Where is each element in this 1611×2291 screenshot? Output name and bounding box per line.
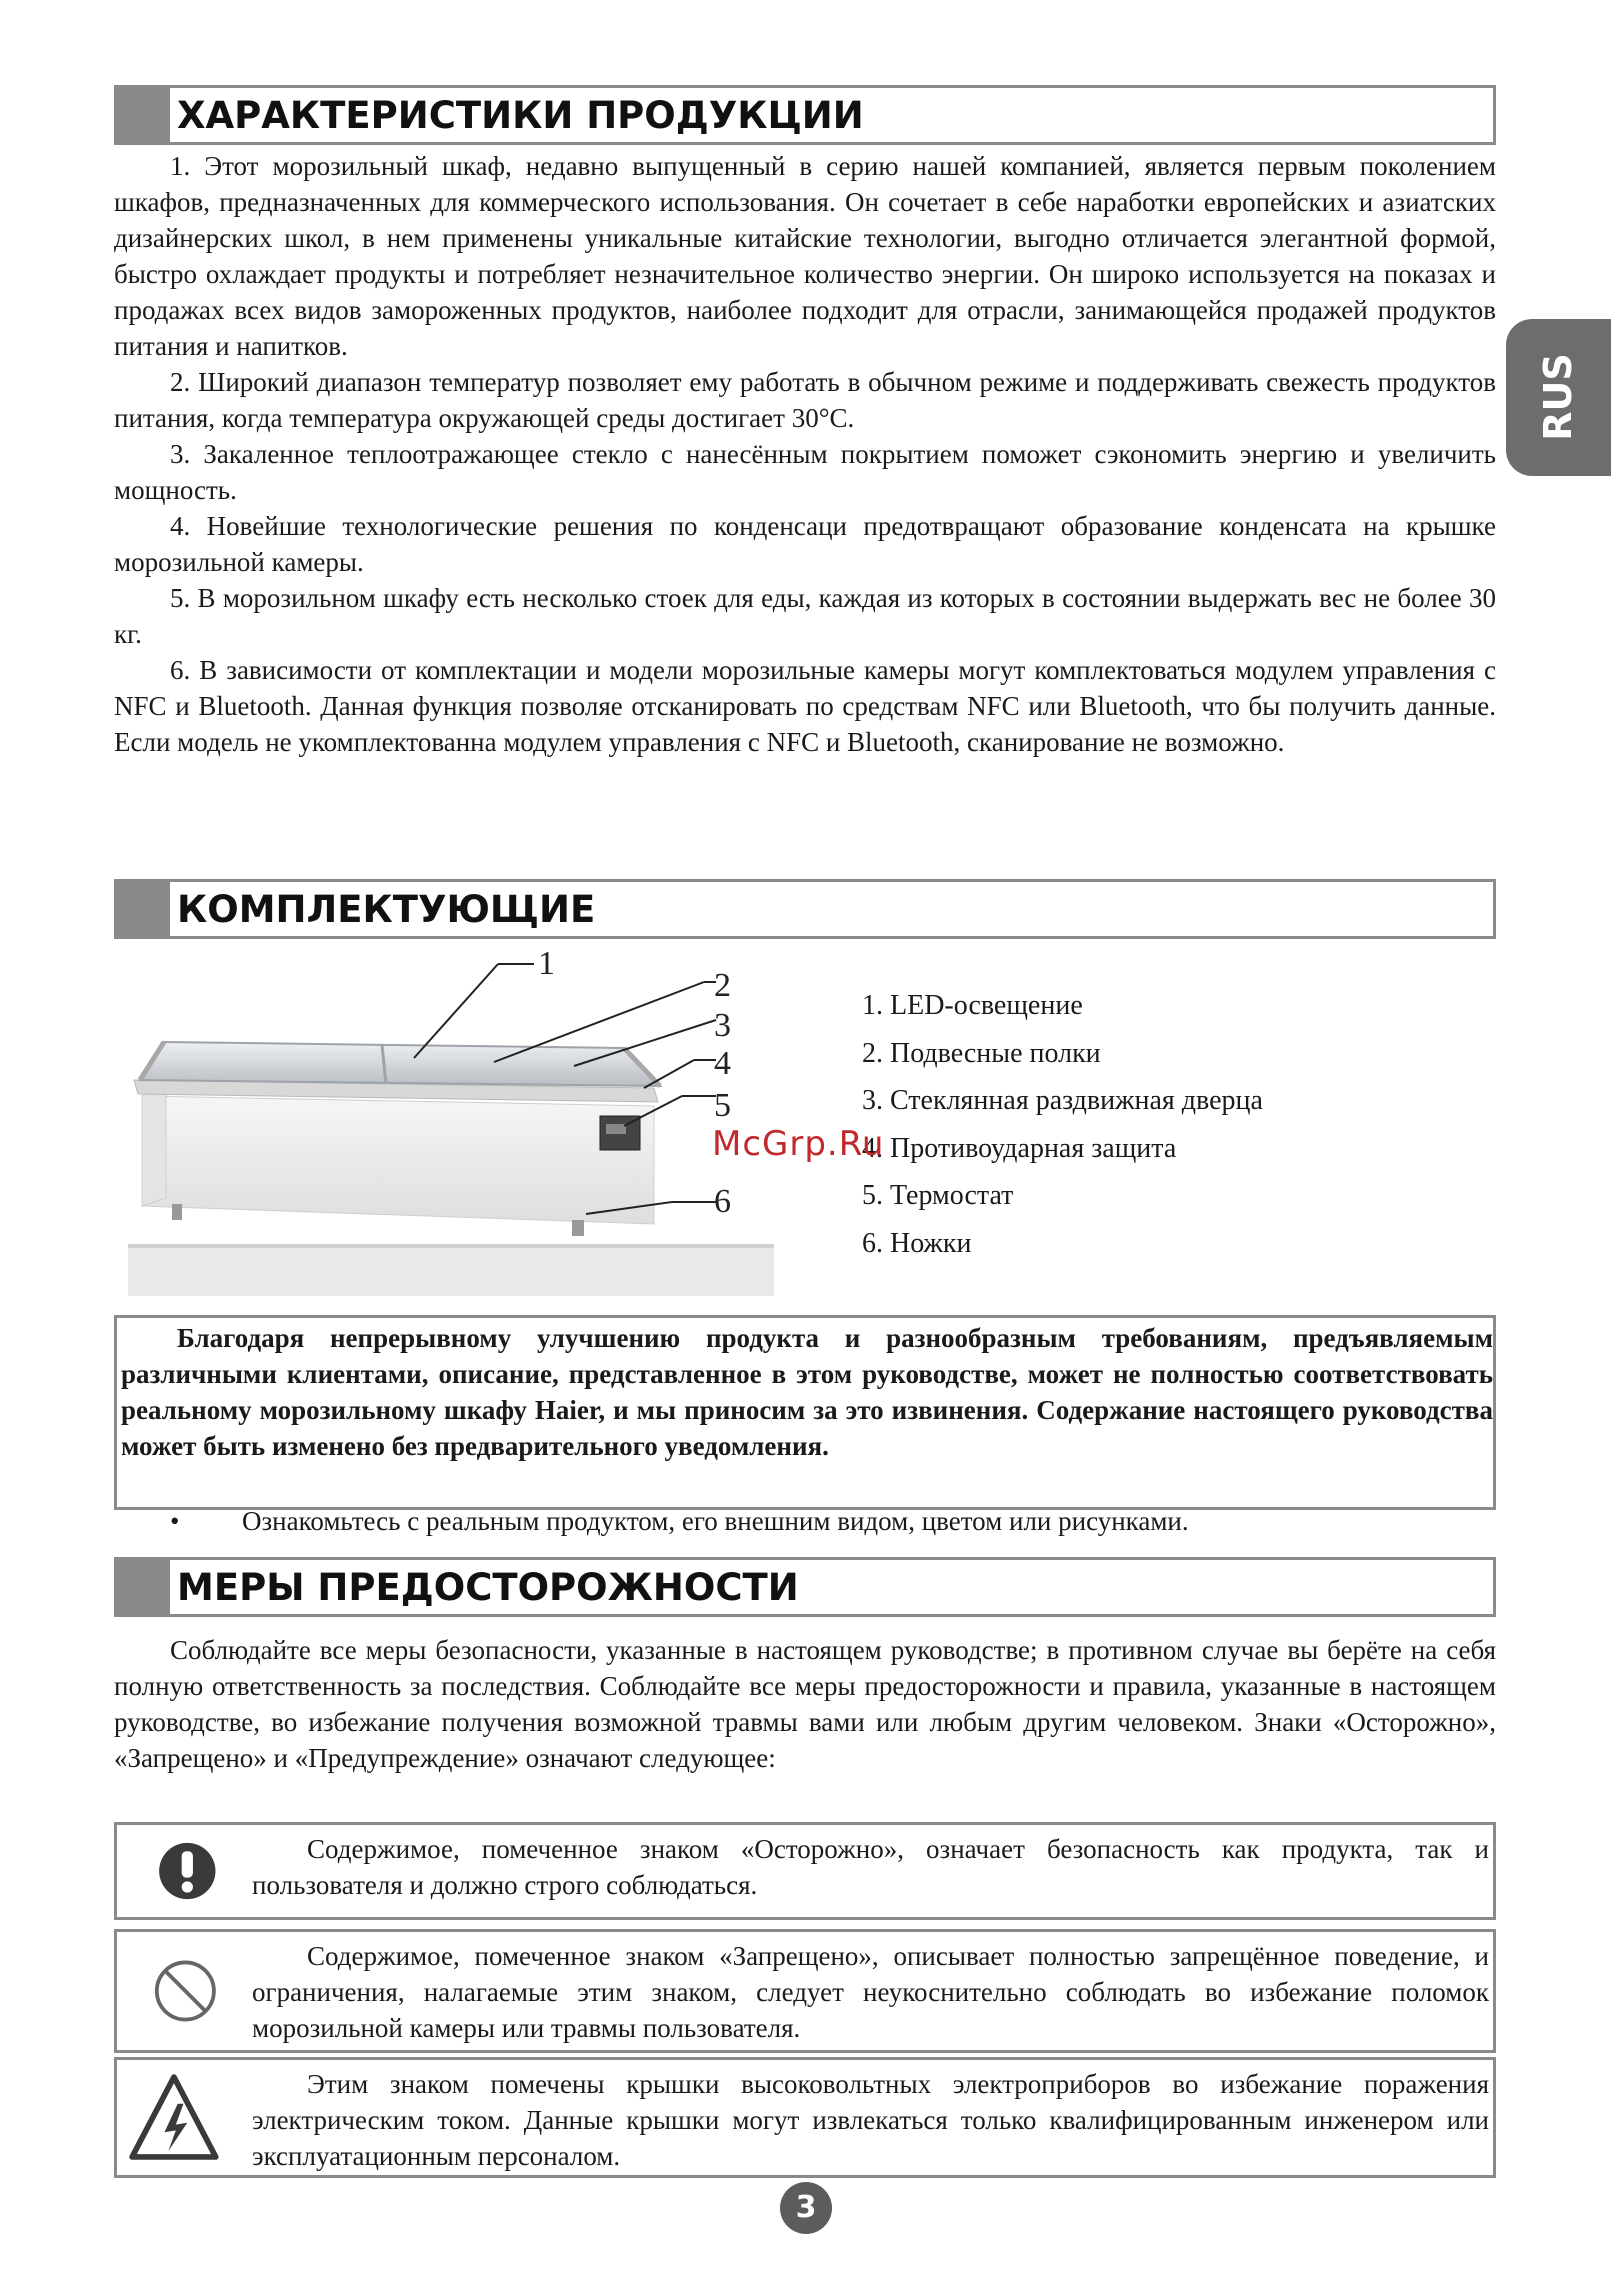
freezer-illustration [124, 948, 780, 1296]
callout-number: 4 [714, 1045, 731, 1082]
prohibited-sign-text: Содержимое, помеченное знаком «Запрещено», описывает полностью запрещённое поведение, и ограничения, налагаемые этим знаком, следует неукоснительно соблюдать во избежание поломок морозильной камеры или травмы пользователя. [252, 1941, 1489, 2043]
section-header-characteristics [114, 85, 1496, 145]
watermark: McGrp.Ru [712, 1124, 885, 1164]
callout-number: 6 [714, 1183, 731, 1220]
parts-list-item: 2. Подвесные полки [862, 1037, 1101, 1069]
paragraph: 5. В морозильном шкафу есть несколько стоек для еды, каждая из которых в состоянии выдержать вес не более 30 кг. [114, 583, 1496, 649]
caution-sign-text: Содержимое, помеченное знаком «Осторожно», означает безопасность как продукта, так и пользователя и должно строго соблюдаться. [252, 1834, 1489, 1900]
prohibited-sign-box [114, 1929, 1496, 2053]
caution-sign-box [114, 1822, 1496, 1920]
paragraph: 3. Закаленное теплоотражающее стекло с нанесённым покрытием поможет сэкономить энергию и увеличить мощность. [114, 439, 1496, 505]
parts-list-item: 3. Стеклянная раздвижная дверца [862, 1085, 1263, 1116]
section-header-bar [114, 1557, 170, 1617]
notice-box [114, 1315, 1496, 1510]
parts-list-item: 4. Противоударная защита [862, 1132, 1177, 1164]
parts-list [862, 990, 1263, 1275]
paragraph: Соблюдайте все меры безопасности, указанные в настоящем руководстве; в противном случае вы берёте на себя полную ответственность за последствия. Соблюдайте все меры предосторожности и правила, указанные в настоящем руководстве, во избежание получения возможной травмы вами или любым другим человеком. Знаки «Осторожно», «Запрещено» и «Предупреждение» означают следующее: [114, 1635, 1496, 1773]
bullet-text: Ознакомьтесь с реальным продуктом, его внешним видом, цветом или рисунками. [242, 1506, 1189, 1536]
paragraph: 4. Новейшие технологические решения по конденсаци предотвращают образование конденсата на крышке морозильной камеры. [114, 511, 1496, 577]
page-number: 3 [780, 2182, 832, 2234]
characteristics-text [114, 148, 1496, 760]
precautions-intro [114, 1632, 1496, 1776]
paragraph: 1. Этот морозильный шкаф, недавно выпущенный в серию нашей компанией, является первым поколением шкафов, предназначенных для коммерческого использования. Он сочетает в себе наработки европейских и азиатских дизайнерских школ, в нем применены уникальные китайские технологии, выгодно отличается элегантной формой, быстро охлаждает продукты и потребляет незначительное количество энергии. Он широко используется на показах и продажах всех видов замороженных продуктов, наиболее подходит для отрасли, занимающейся продажей продуктов питания и напитков. [114, 151, 1496, 361]
section-header-bar [114, 85, 170, 145]
prohibited-icon [117, 1932, 267, 2050]
parts-list-item: 5. Термостат [862, 1180, 1014, 1211]
paragraph: 6. В зависимости от комплектации и модели морозильные камеры могут комплектоваться модулем управления с NFC и Bluetooth. Данная функция позволяе отсканировать по средствам NFC или Bluetooth, что бы получить данные. Если модель не укомплектованна модулем управления с NFC и Bluetooth, сканирование не возможно. [114, 655, 1496, 757]
bullet-symbol: • [170, 1506, 180, 1536]
callout-number: 1 [538, 948, 555, 982]
section-title: КОМПЛЕКТУЮЩИЕ [177, 888, 596, 931]
language-tab [1506, 319, 1611, 476]
callout-number: 2 [714, 967, 731, 1004]
paragraph: 2. Широкий диапазон температур позволяет ему работать в обычном режиме и поддерживать свежесть продуктов питания, когда температура окружающей среды достигает 30°C. [114, 367, 1496, 433]
section-header-bar [114, 879, 170, 939]
callout-number: 3 [714, 1007, 731, 1044]
warning-sign-text: Этим знаком помечены крышки высоковольтных электроприборов во избежание поражения электрическим током. Данные крышки могут извлекаться только квалифицированным инженером или эксплуатационным персоналом. [252, 2069, 1489, 2171]
caution-icon [117, 1825, 267, 1917]
callout-number: 5 [714, 1087, 731, 1124]
section-header-precautions [114, 1557, 1496, 1617]
section-header-components [114, 879, 1496, 939]
section-title: ХАРАКТЕРИСТИКИ ПРОДУКЦИИ [177, 94, 864, 137]
section-title: МЕРЫ ПРЕДОСТОРОЖНОСТИ [177, 1566, 799, 1609]
notice-text: Благодаря непрерывному улучшению продукта и разнообразным требованиям, предъявляемым различными клиентами, описание, представленное в этом руководстве, может не полностью соответствовать реальному морозильному шкафу Haier, и мы приносим за это извинения. Содержание настоящего руководства может быть изменено без предварительного уведомления. [121, 1323, 1493, 1461]
parts-list-item: 6. Ножки [862, 1227, 972, 1259]
parts-list-item: 1. LED-освещение [862, 990, 1083, 1021]
high-voltage-warning-icon [117, 2060, 267, 2175]
warning-sign-box [114, 2057, 1496, 2178]
language-tab-label: RUS [1536, 353, 1580, 441]
